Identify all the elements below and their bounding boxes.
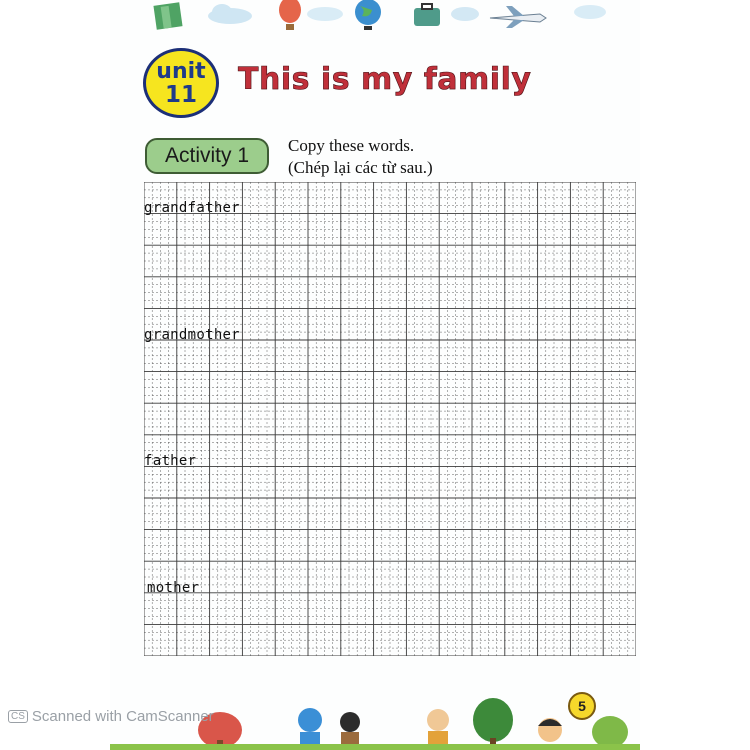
word-father: father [144, 453, 197, 469]
scanner-badge: CS [8, 710, 28, 723]
word-mother: mother [147, 580, 200, 596]
instruction-english: Copy these words. [288, 136, 415, 155]
hot-air-balloon-icon [279, 0, 301, 30]
cloud-icon [208, 4, 252, 24]
kid-icon [538, 718, 562, 742]
page-title: This is my family [238, 62, 532, 97]
cloud-icon [307, 7, 343, 21]
instruction-vietnamese: (Chép lại các từ sau.) [288, 158, 433, 177]
suitcase-icon [414, 4, 440, 26]
page-number: 5 [568, 692, 596, 720]
globe-icon [355, 0, 381, 30]
activity-label: Activity 1 [145, 138, 269, 174]
kid-icon [427, 709, 449, 750]
scanner-watermark [8, 708, 214, 725]
copy-grid [144, 182, 636, 656]
unit-badge [143, 48, 219, 118]
unit-word: unit [156, 59, 206, 84]
top-decoration [110, 0, 640, 40]
tree-icon [473, 698, 513, 750]
handwriting-grid [144, 182, 636, 656]
map-icon [153, 2, 182, 29]
kid-icon [298, 708, 322, 750]
cloud-icon [451, 7, 479, 21]
unit-number: 11 [164, 82, 197, 108]
workbook-page [110, 0, 640, 750]
activity-instructions [288, 135, 433, 179]
tree-icon [592, 716, 628, 748]
word-grandfather: grandfather [144, 200, 241, 216]
cloud-icon [574, 5, 606, 19]
scanner-text: Scanned with CamScanner [31, 708, 214, 725]
word-grandmother: grandmother [144, 327, 241, 343]
airplane-icon [490, 6, 546, 28]
